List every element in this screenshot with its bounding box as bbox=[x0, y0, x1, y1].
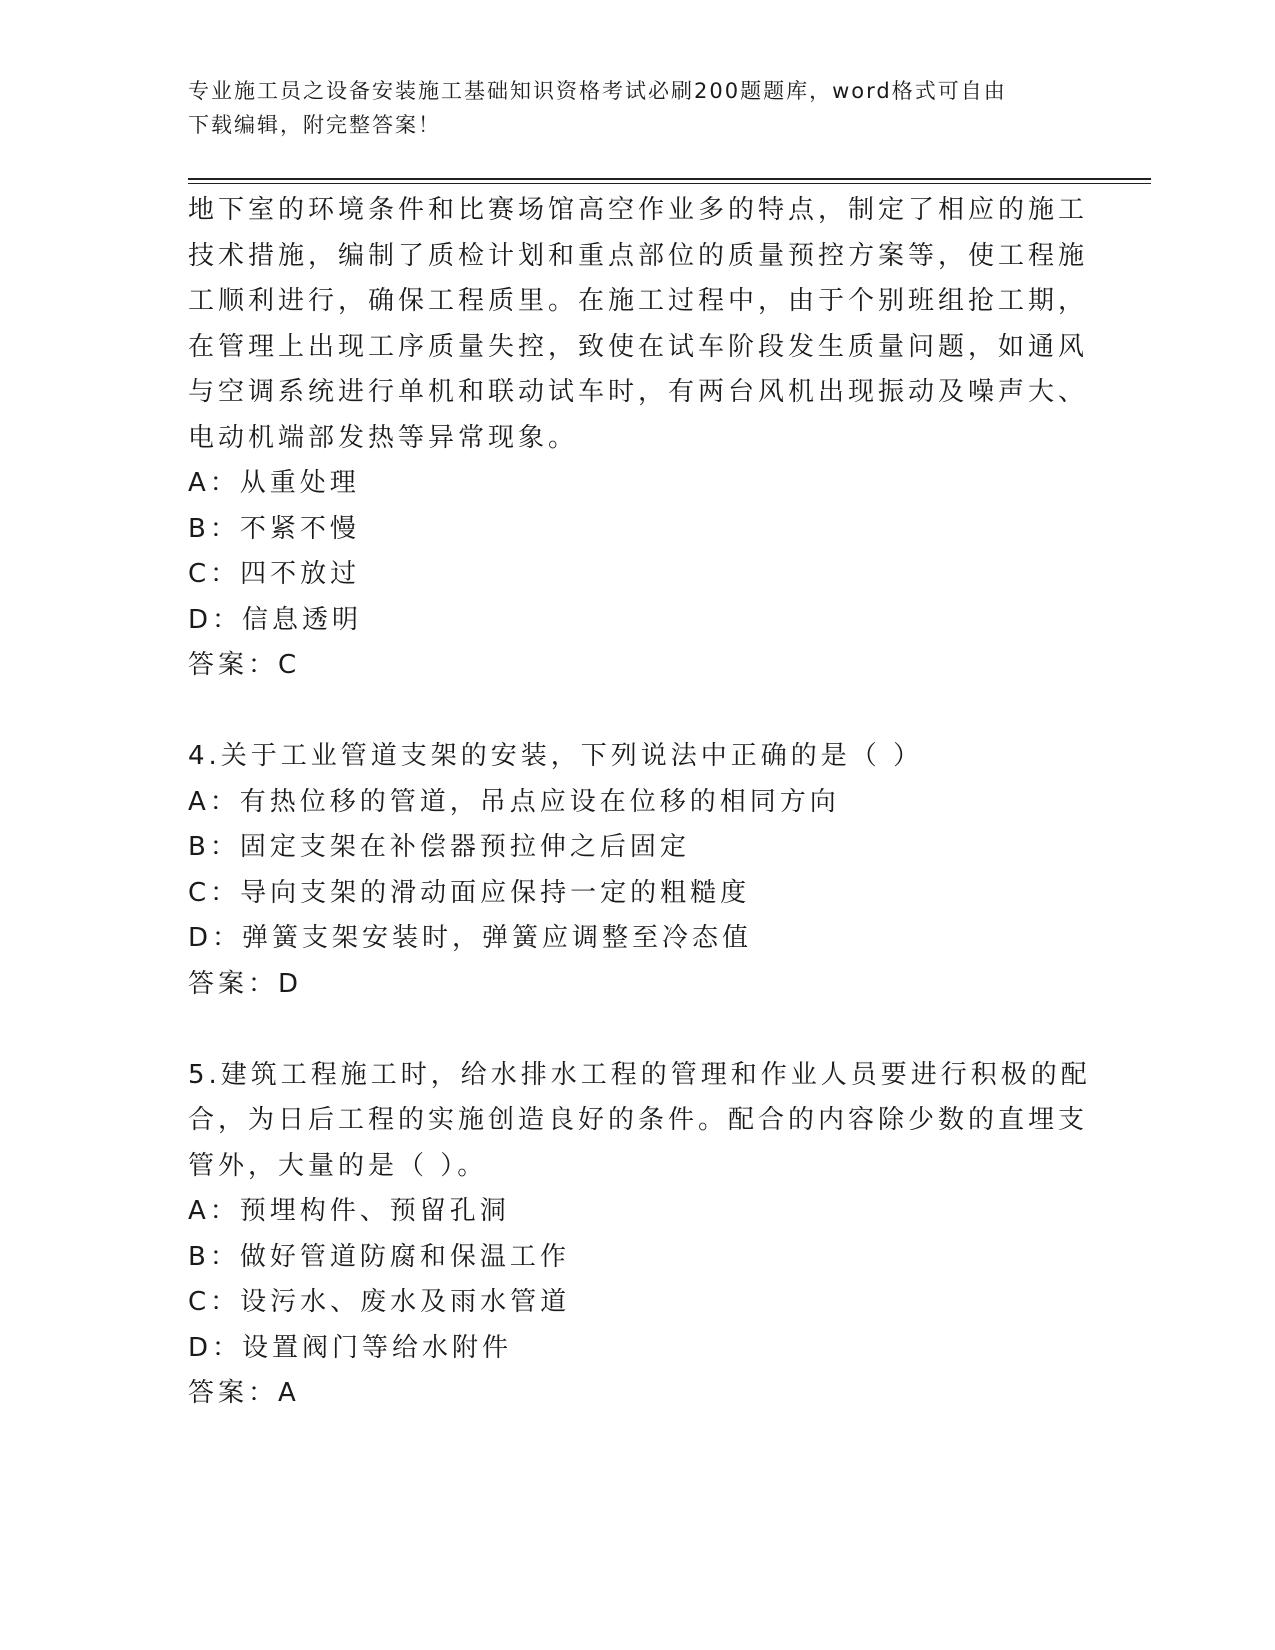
question-spacer bbox=[188, 689, 1068, 735]
question-4-option-a: A：有热位移的管道，吊点应设在位移的相同方向 bbox=[188, 786, 840, 817]
question-3-option-b: B：不紧不慢 bbox=[188, 513, 360, 544]
question-3-option-d: D：信息透明 bbox=[188, 604, 363, 635]
question-3-answer: 答案：C bbox=[188, 650, 301, 680]
question-4-stem-line: 4.关于工业管道支架的安装，下列说法中正确的是（ ） bbox=[188, 741, 924, 771]
question-5-option-a: A：预埋构件、预留孔洞 bbox=[188, 1196, 510, 1226]
header-rule-thick bbox=[188, 178, 1151, 180]
question-5-option-b: B：做好管道防腐和保温工作 bbox=[188, 1241, 570, 1272]
question-3-stem-line: 电动机端部发热等异常现象。 bbox=[188, 422, 579, 453]
question-4-answer: 答案：D bbox=[188, 968, 303, 999]
question-3-stem-line: 工顺利进行，确保工程质里。在施工过程中，由于个别班组抢工期， bbox=[188, 286, 1089, 316]
question-3-option-a: A：从重处理 bbox=[188, 468, 360, 498]
question-4-option-b: B：固定支架在补偿器预拉伸之后固定 bbox=[188, 832, 690, 862]
header-line-2: 下载编辑，附完整答案！ bbox=[188, 113, 441, 137]
question-5 bbox=[188, 1053, 1091, 1417]
question-spacer bbox=[188, 1007, 1068, 1053]
question-3-stem-line: 地下室的环境条件和比赛场馆高空作业多的特点，制定了相应的施工 bbox=[188, 195, 1089, 225]
question-5-option-d: D：设置阀门等给水附件 bbox=[188, 1332, 513, 1363]
question-4-option-d: D：弹簧支架安装时，弹簧应调整至冷态值 bbox=[188, 923, 753, 953]
question-3-stem-line: 技术措施，编制了质检计划和重点部位的质量预控方案等，使工程施 bbox=[188, 240, 1089, 271]
document-header bbox=[188, 74, 1088, 142]
question-5-stem-line: 5.建筑工程施工时，给水排水工程的管理和作业人员要进行积极的配 bbox=[188, 1059, 1091, 1090]
question-5-stem-line: 管外，大量的是（ ）。 bbox=[188, 1150, 488, 1181]
question-3 bbox=[188, 188, 1089, 689]
question-list bbox=[188, 188, 1091, 1417]
question-4-option-c: C：导向支架的滑动面应保持一定的粗糙度 bbox=[188, 877, 751, 908]
question-5-stem-line: 合，为日后工程的实施创造良好的条件。配合的内容除少数的直埋支 bbox=[188, 1105, 1089, 1135]
header-line-1: 专业施工员之设备安装施工基础知识资格考试必刷200题题库，word格式可自由 bbox=[188, 79, 1007, 103]
question-3-stem-line: 与空调系统进行单机和联动试车时，有两台风机出现振动及噪声大、 bbox=[188, 377, 1089, 407]
question-3-stem-line: 在管理上出现工序质量失控，致使在试车阶段发生质量问题，如通风 bbox=[188, 331, 1089, 362]
question-4 bbox=[188, 734, 1068, 1007]
question-5-answer: 答案：A bbox=[188, 1378, 300, 1408]
header-rule-thin bbox=[188, 183, 1151, 184]
question-5-option-c: C：设污水、废水及雨水管道 bbox=[188, 1287, 571, 1317]
question-3-option-c: C：四不放过 bbox=[188, 559, 361, 589]
